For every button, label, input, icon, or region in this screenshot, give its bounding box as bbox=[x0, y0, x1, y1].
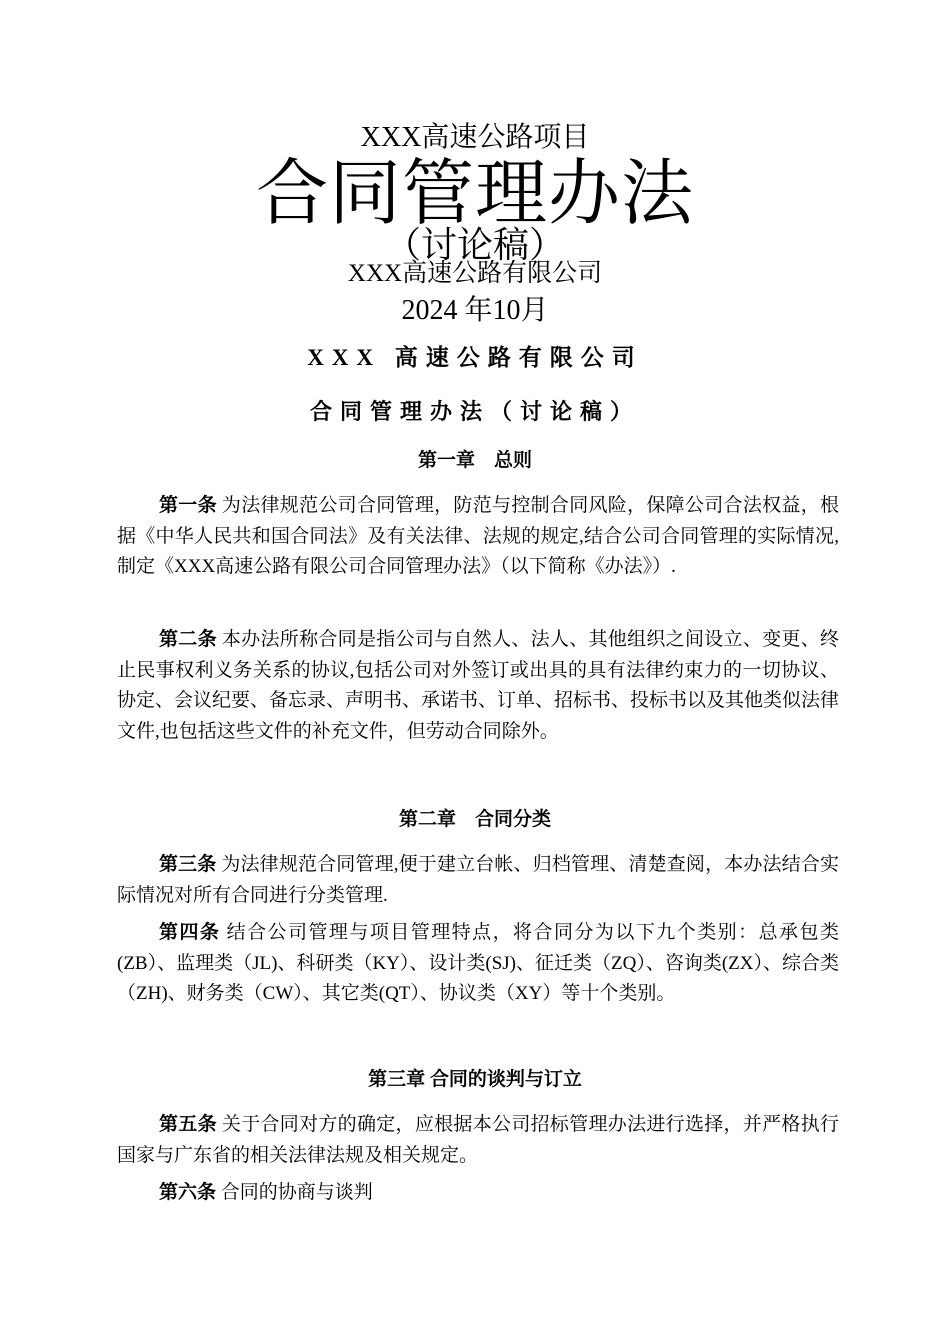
article-1 bbox=[117, 491, 839, 583]
article-3 bbox=[117, 850, 839, 911]
article-5-label: 第五条 bbox=[159, 1114, 217, 1135]
article-3-label: 第三条 bbox=[159, 854, 217, 875]
article-6-label: 第六条 bbox=[159, 1182, 217, 1203]
article-6-text: 合同的协商与谈判 bbox=[216, 1182, 373, 1203]
article-1-label: 第一条 bbox=[159, 495, 217, 516]
article-2-label: 第二条 bbox=[159, 629, 217, 650]
article-6 bbox=[117, 1178, 839, 1209]
cover-company-name: XXX高速公路有限公司 bbox=[347, 260, 603, 287]
article-3-text: 为法律规范合同管理,便于建立台帐、归档管理、清楚查阅，本办法结合实际情况对所有合同进行分类管理. bbox=[117, 854, 839, 906]
cover-project-name: XXX高速公路项目 bbox=[360, 122, 590, 153]
cover-draft-label: （讨论稿） bbox=[384, 225, 565, 265]
article-5-text: 关于合同对方的确定，应根据本公司招标管理办法进行选择，并严格执行国家与广东省的相关法律法规及相关规定。 bbox=[117, 1114, 839, 1166]
article-1-text: 为法律规范公司合同管理，防范与控制合同风险，保障公司合法权益，根据《中华人民共和国合同法》及有关法律、法规的规定,结合公司合同管理的实际情况,制定《XXX高速公路有限公司合同管理办法》（以下简称《办法》）. bbox=[117, 495, 839, 577]
document-company-heading: XXX 高速公路有限公司 bbox=[307, 345, 643, 370]
chapter-2-heading: 第二章 合同分类 bbox=[398, 809, 551, 830]
article-2-text: 本办法所称合同是指公司与自然人、法人、其他组织之间设立、变更、终止民事权利义务关系的协议,包括公司对外签订或出具的具有法律约束力的一切协议、协定、会议纪要、备忘录、声明书、承诺书、订单、招标书、投标书以及其他类似法律文件,也包括这些文件的补充文件，但劳动合同除外。 bbox=[117, 629, 840, 742]
article-2 bbox=[117, 625, 839, 747]
article-4-text: 结合公司管理与项目管理特点，将合同分为以下九个类别：总承包类(ZB）、监理类（JL)、科研类（KY）、设计类(SJ)、征迁类（ZQ）、咨询类(ZX）、综合类（ZH)、财务类（CW）、其它类(QT）、协议类（XY）等十个类别。 bbox=[117, 922, 839, 1004]
article-5 bbox=[117, 1110, 839, 1171]
document-title-heading: 合同管理办法（讨论稿） bbox=[309, 399, 640, 424]
cover-title: 合同管理办法 bbox=[255, 154, 694, 234]
cover-date: 2024 年10月 bbox=[401, 295, 549, 326]
chapter-1-heading: 第一章 总则 bbox=[417, 450, 532, 471]
article-4-label: 第四条 bbox=[159, 922, 221, 943]
article-4 bbox=[117, 918, 839, 1010]
chapter-3-heading: 第三章 合同的谈判与订立 bbox=[368, 1069, 582, 1090]
